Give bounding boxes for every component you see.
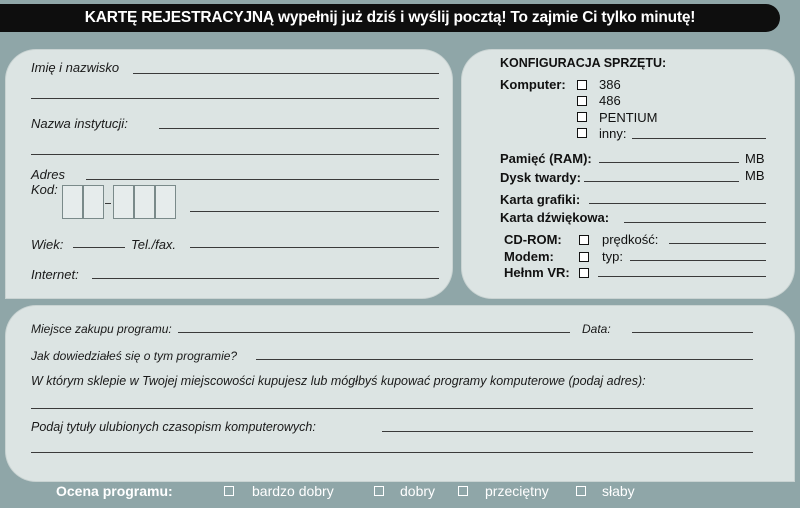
rating-very-good-label: bardzo dobry (252, 483, 334, 499)
shop-label: W którym sklepie w Twojej miejscowości kupujesz lub mógłbyś kupować programy komputerowe (podaj adres): (31, 374, 646, 388)
postcode-digit-4[interactable] (134, 185, 155, 219)
postcode-digit-1[interactable] (62, 185, 83, 219)
purchase-date-field[interactable] (632, 332, 753, 333)
postcode-digit-2[interactable] (83, 185, 104, 219)
vr-helmet-checkbox[interactable] (579, 268, 589, 278)
purchase-place-label: Miejsce zakupu programu: (31, 322, 172, 336)
computer-486-checkbox[interactable] (577, 96, 587, 106)
age-field[interactable] (73, 247, 125, 248)
rating-good-checkbox[interactable] (374, 486, 384, 496)
sound-card-label: Karta dźwiękowa: (500, 210, 610, 225)
cdrom-checkbox[interactable] (579, 235, 589, 245)
rating-row (0, 482, 800, 504)
phone-label: Tel./fax. (131, 237, 177, 252)
computer-other-label: inny: (599, 126, 627, 141)
rating-average-label: przeciętny (485, 483, 549, 499)
rating-very-good-checkbox[interactable] (224, 486, 234, 496)
address-field[interactable] (86, 179, 439, 180)
computer-other-field[interactable] (632, 138, 766, 139)
computer-pentium-label: PENTIUM (599, 110, 658, 125)
graphics-card-field[interactable] (589, 203, 766, 204)
ram-unit: MB (745, 151, 765, 166)
name-label: Imię i nazwisko (31, 60, 120, 75)
name-field[interactable] (133, 73, 439, 74)
rating-label: Ocena programu: (56, 483, 173, 499)
name-field-line-2[interactable] (31, 98, 439, 99)
cdrom-label: CD-ROM: (504, 232, 562, 247)
registration-banner: KARTĘ REJESTRACYJNĄ wypełnij już dziś i wyślij pocztą! To zajmie Ci tylko minutę! (0, 4, 780, 32)
magazines-field-line-2[interactable] (31, 452, 753, 453)
computer-386-label: 386 (599, 77, 621, 92)
address-label: Adres (31, 167, 65, 182)
computer-pentium-checkbox[interactable] (577, 112, 587, 122)
institution-field[interactable] (159, 128, 439, 129)
shop-field[interactable] (31, 408, 753, 409)
hdd-unit: MB (745, 168, 765, 183)
source-field[interactable] (256, 359, 753, 360)
institution-label: Nazwa instytucji: (31, 116, 128, 131)
hdd-label: Dysk twardy: (500, 170, 581, 185)
modem-type-field[interactable] (630, 260, 766, 261)
phone-field[interactable] (190, 247, 439, 248)
magazines-field[interactable] (382, 431, 753, 432)
modem-type-label: typ: (602, 249, 623, 264)
city-field[interactable] (190, 211, 439, 212)
source-label: Jak dowiedziałeś się o tym programie? (31, 349, 238, 363)
postcode-digit-3[interactable] (113, 185, 134, 219)
age-label: Wiek: (31, 237, 64, 252)
ram-field[interactable] (599, 162, 739, 163)
personal-info-panel (6, 50, 452, 298)
postcode-dash (105, 203, 111, 204)
magazines-label: Podaj tytuły ulubionych czasopism komputerowych: (31, 420, 316, 434)
purchase-place-field[interactable] (178, 332, 570, 333)
computer-label: Komputer: (500, 77, 566, 92)
computer-other-checkbox[interactable] (577, 128, 587, 138)
rating-average-checkbox[interactable] (458, 486, 468, 496)
ram-label: Pamięć (RAM): (500, 151, 592, 166)
rating-good-label: dobry (400, 483, 436, 499)
rating-poor-label: słaby (602, 483, 635, 499)
postcode-digit-5[interactable] (155, 185, 176, 219)
config-title: KONFIGURACJA SPRZĘTU: (500, 56, 667, 70)
computer-486-label: 486 (599, 93, 621, 108)
vr-helmet-label: Hełnm VR: (504, 265, 570, 280)
postcode-label: Kod: (31, 182, 58, 197)
internet-label: Internet: (31, 267, 79, 282)
graphics-card-label: Karta grafiki: (500, 192, 581, 207)
modem-checkbox[interactable] (579, 252, 589, 262)
modem-label: Modem: (504, 249, 554, 264)
sound-card-field[interactable] (624, 222, 766, 223)
cdrom-speed-field[interactable] (669, 243, 766, 244)
hdd-field[interactable] (584, 181, 739, 182)
institution-field-line-2[interactable] (31, 154, 439, 155)
computer-386-checkbox[interactable] (577, 80, 587, 90)
purchase-date-label: Data: (582, 322, 611, 336)
rating-poor-checkbox[interactable] (576, 486, 586, 496)
cdrom-speed-label: prędkość: (602, 232, 659, 247)
internet-field[interactable] (92, 278, 439, 279)
vr-helmet-field[interactable] (598, 276, 766, 277)
